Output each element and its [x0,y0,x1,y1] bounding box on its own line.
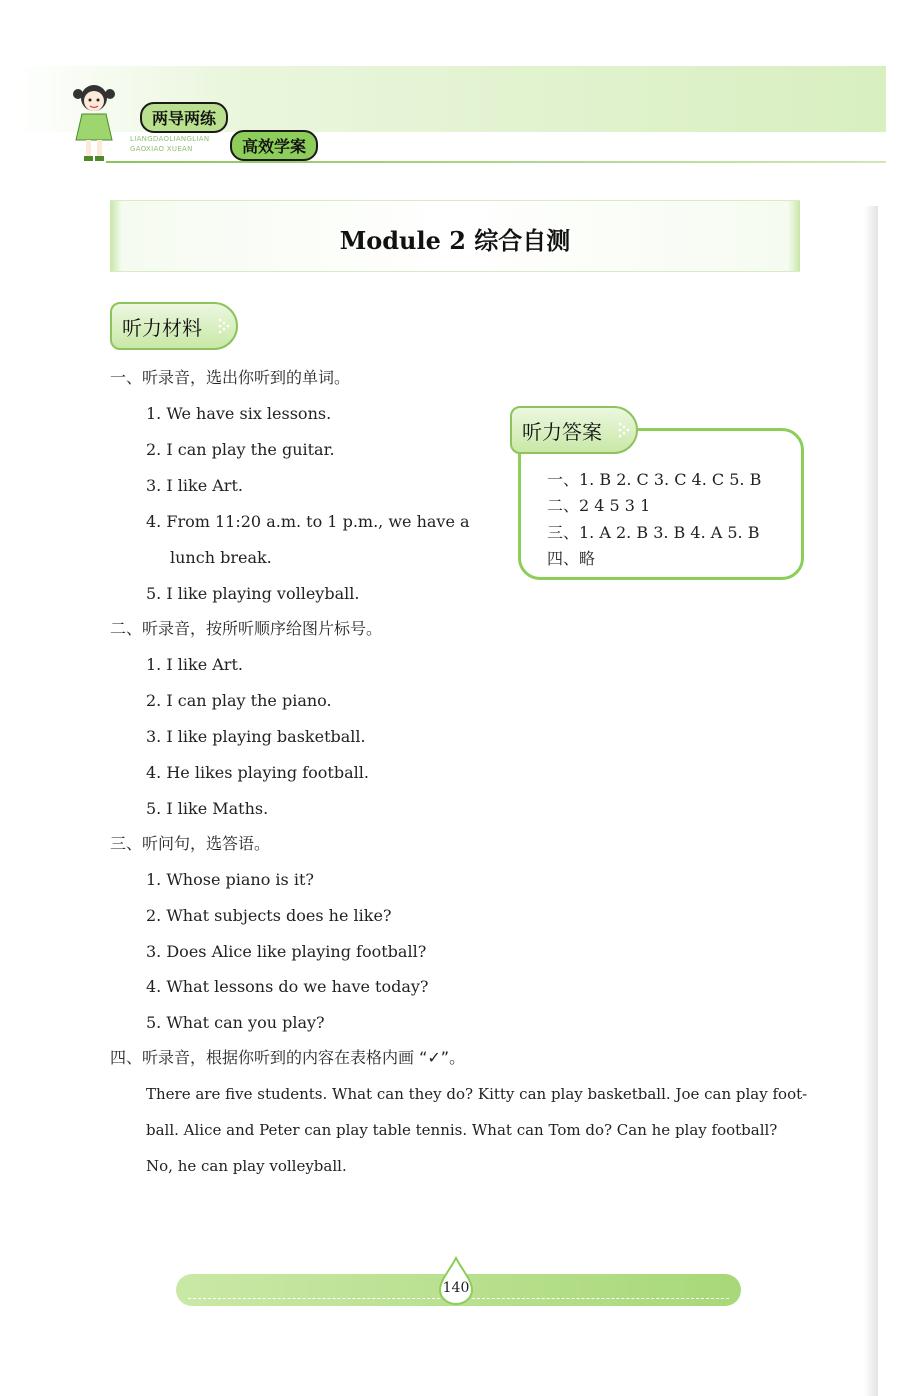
page-title: Module 2 综合自测 [339,226,571,255]
brand-sub-label: 高效学案 [230,130,318,161]
section-2-heading: 二、听录音，按所听顺序给图片标号。 [110,619,383,638]
title-banner [110,200,800,272]
section-2-item: 4. He likes playing football. [146,763,369,782]
section-2-item: 5. I like Maths. [146,799,269,818]
section-4-heading: 四、听录音，根据你听到的内容在表格内画 “✓”。 [110,1048,466,1067]
section-2-item: 2. I can play the piano. [146,691,332,710]
dotted-arrow-icon [618,422,630,438]
answer-line: 一、1. B 2. C 3. C 4. C 5. B [547,470,762,489]
section-3-item: 4. What lessons do we have today? [146,977,429,996]
section-2-item: 3. I like playing basketball. [146,727,366,746]
answer-line: 二、2 4 5 3 1 [547,496,651,515]
brand-pinyin: LIANGDAOLIANGLIAN GAOXIAO XUEAN [130,135,210,153]
answer-line: 三、1. A 2. B 3. B 4. A 5. B [547,523,760,542]
section-3-item: 2. What subjects does he like? [146,906,392,925]
section-4-passage-line: There are five students. What can they do? Kitty can play basketball. Joe can play foot- [146,1085,808,1103]
section-1-heading: 一、听录音，选出你听到的单词。 [110,368,351,387]
girl-mascot-icon [64,76,124,166]
section-3-item: 1. Whose piano is it? [146,870,314,889]
dotted-arrow-icon [218,318,230,334]
section-3-heading: 三、听问句，选答语。 [110,834,271,853]
page-number: 140 [442,1280,470,1296]
section-1-item: 1. We have six lessons. [146,404,332,423]
answer-line: 四、略 [547,549,596,568]
section-1-item-continued: lunch break. [170,548,272,567]
listening-material-tag-label: 听力材料 [122,316,202,340]
section-3-item: 3. Does Alice like playing football? [146,942,427,961]
section-4-passage-line: No, he can play volleyball. [146,1157,347,1175]
section-3-item: 5. What can you play? [146,1013,325,1032]
page-edge-shadow [864,206,878,1396]
listening-answers-tag [510,406,638,454]
listening-answers-tag-label: 听力答案 [522,420,602,444]
section-1-item: 2. I can play the guitar. [146,440,335,459]
header-divider [106,161,886,163]
listening-material-tag [110,302,238,350]
section-1-item: 5. I like playing volleyball. [146,584,360,603]
section-2-item: 1. I like Art. [146,655,243,674]
section-4-passage-line: ball. Alice and Peter can play table tennis. What can Tom do? Can he play football? [146,1121,778,1139]
textbook-page [12,66,886,1384]
brand-main-label: 两导两练 [140,102,228,133]
section-1-item: 4. From 11:20 a.m. to 1 p.m., we have a [146,512,470,531]
section-1-item: 3. I like Art. [146,476,243,495]
